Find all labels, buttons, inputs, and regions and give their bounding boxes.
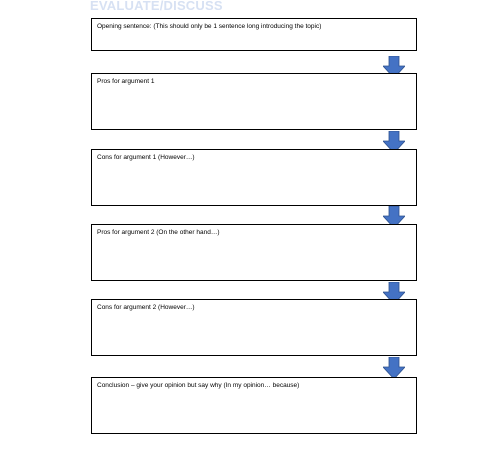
page-title: EVALUATE/DISCUSS xyxy=(90,0,223,13)
cons-argument-2-label: Cons for argument 2 (However…) xyxy=(97,304,195,311)
opening-sentence-label: Opening sentence: (This should only be 1 sentence long introducing the topic) xyxy=(97,23,322,30)
opening-sentence-box[interactable] xyxy=(91,18,417,51)
cons-argument-1-label: Cons for argument 1 (However…) xyxy=(97,154,195,161)
pros-argument-2-box[interactable] xyxy=(91,224,417,281)
cons-argument-1-box[interactable] xyxy=(91,149,417,206)
arrow-down-icon xyxy=(383,357,405,379)
pros-argument-1-label: Pros for argument 1 xyxy=(97,78,155,85)
pros-argument-2-label: Pros for argument 2 (On the other hand…) xyxy=(97,229,220,236)
conclusion-label: Conclusion – give your opinion but say why (In my opinion… because) xyxy=(97,382,300,389)
conclusion-box[interactable] xyxy=(91,377,417,434)
cons-argument-2-box[interactable] xyxy=(91,299,417,356)
pros-argument-1-box[interactable] xyxy=(91,73,417,130)
